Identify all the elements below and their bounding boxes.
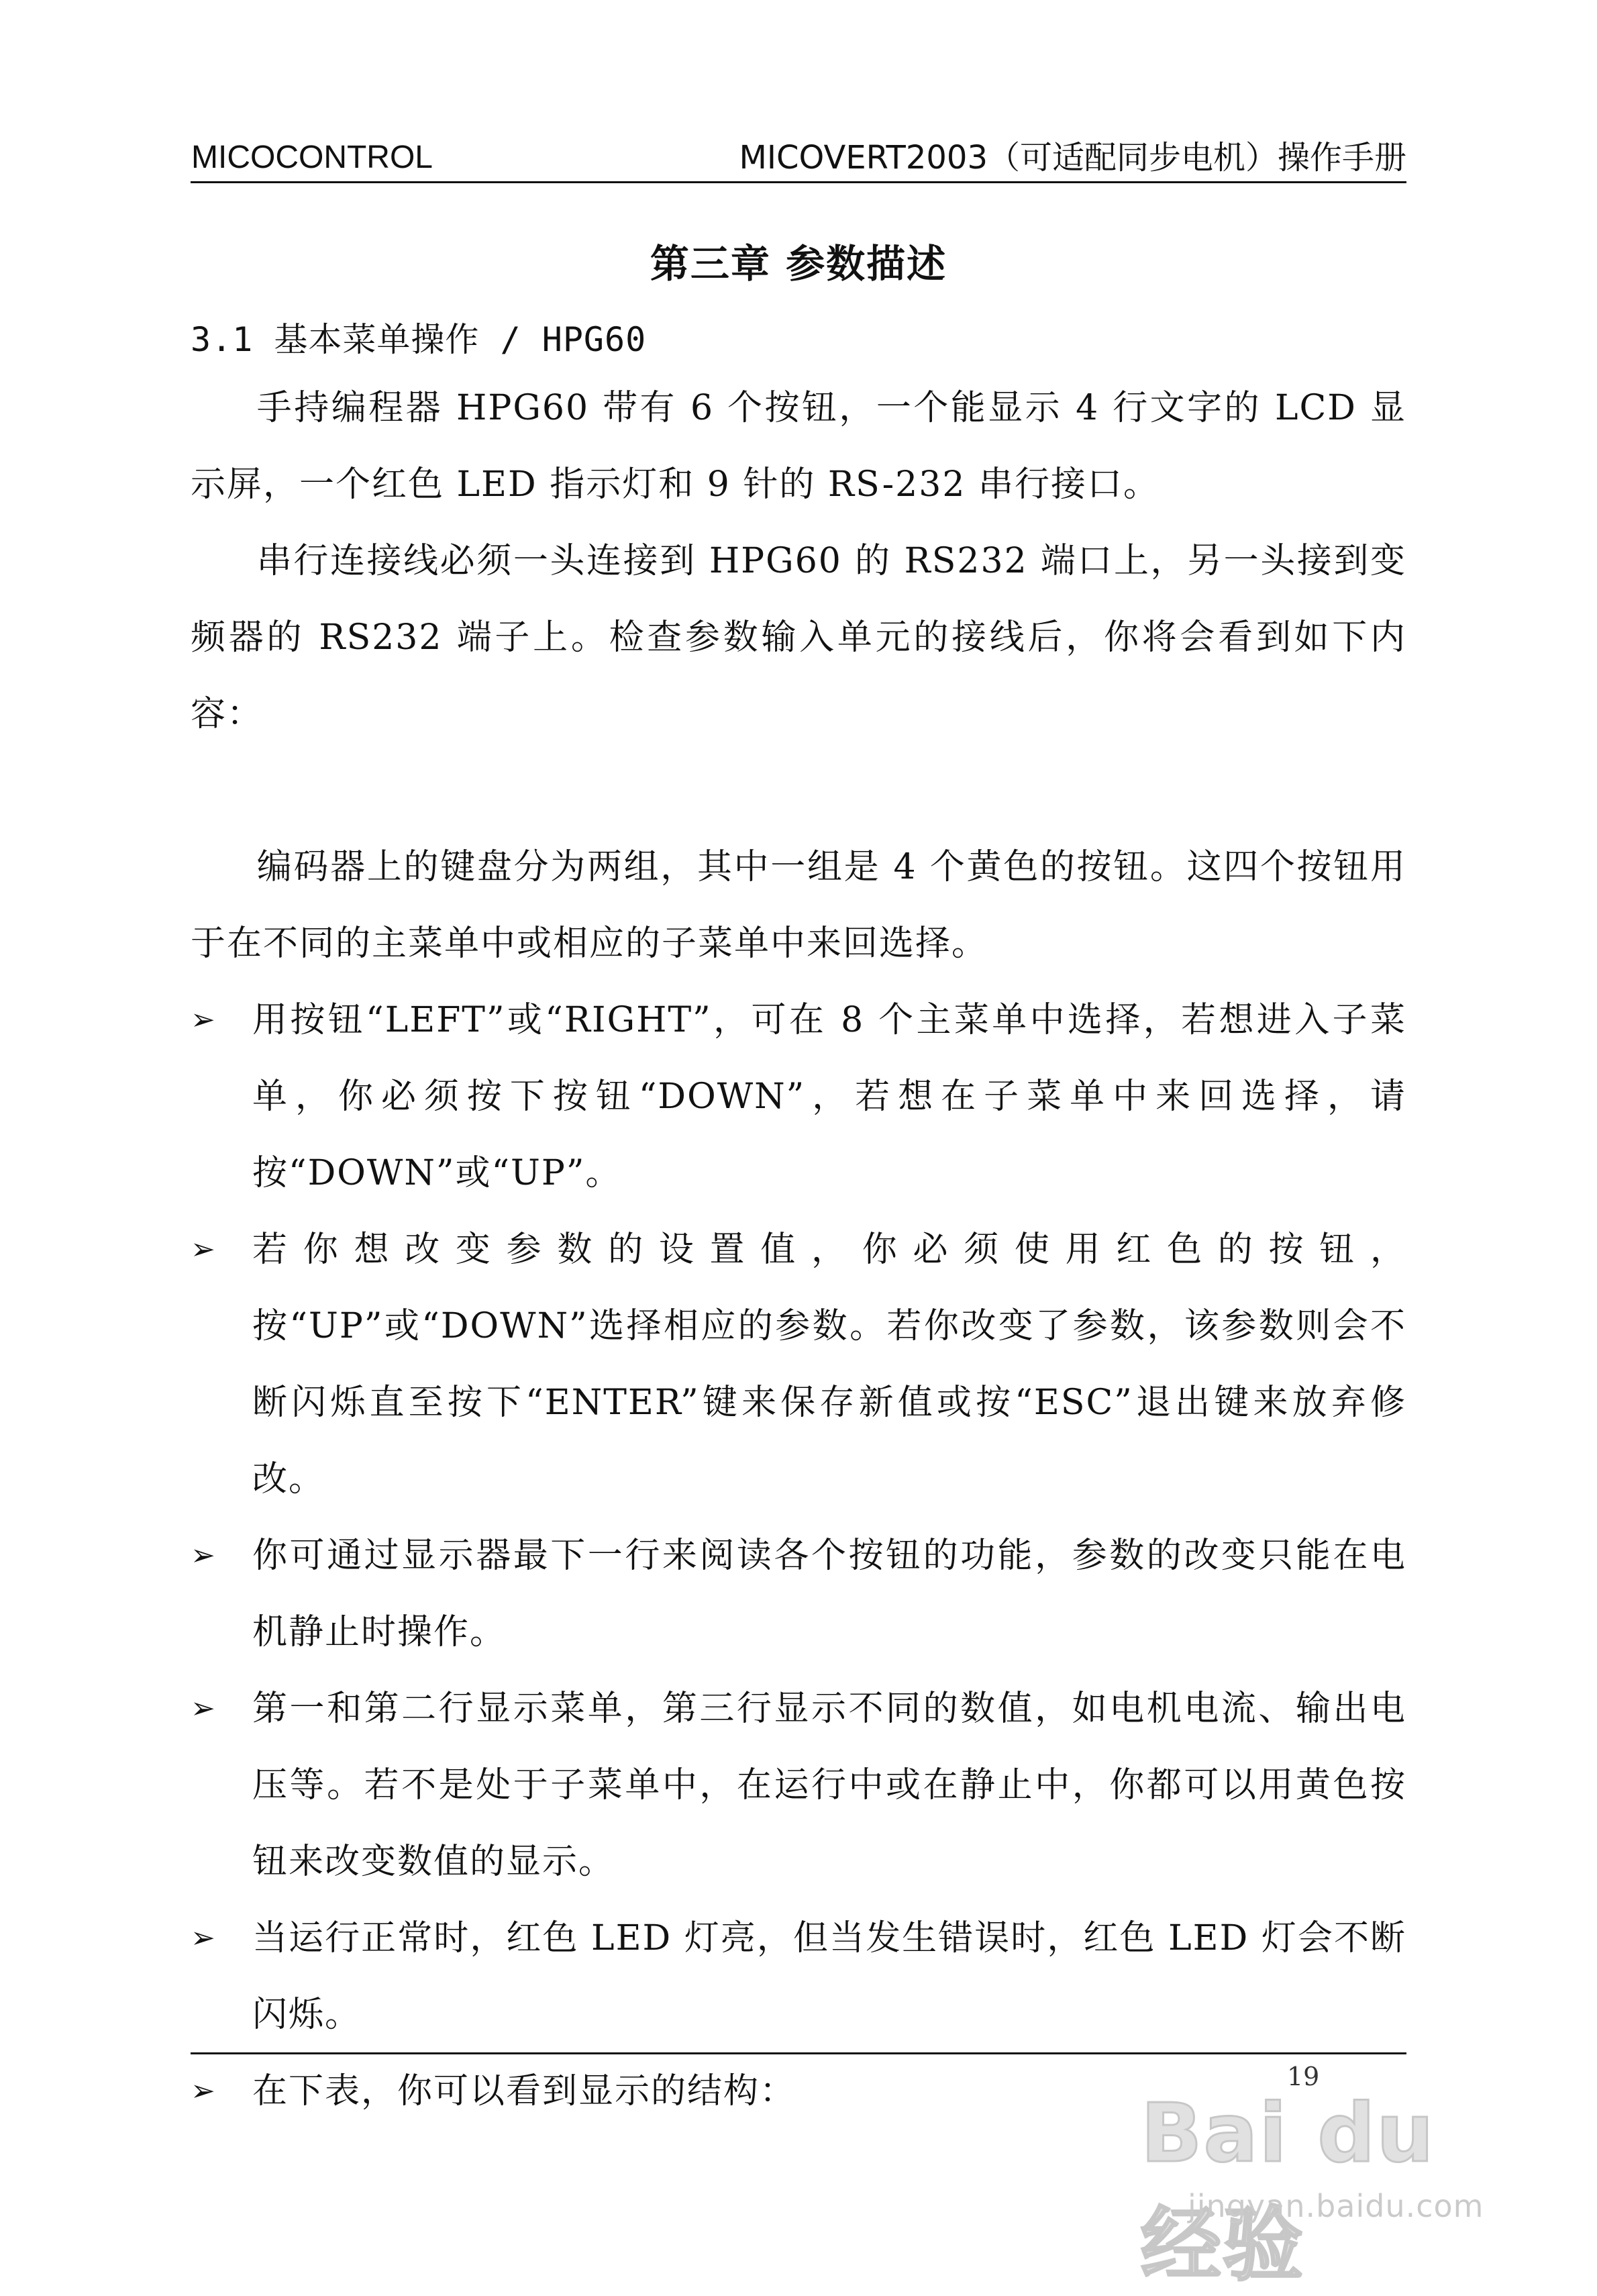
footer-rule xyxy=(191,2052,1406,2054)
paragraph-3: 编码器上的键盘分为两组，其中一组是 4 个黄色的按钮。这四个按钮用于在不同的主菜单中或相应的子菜单中来回选择。 xyxy=(191,847,1406,964)
arrow-bullet-icon: ➢ xyxy=(191,1691,217,1726)
list-item xyxy=(191,1211,1406,1517)
page-number: 19 xyxy=(1287,2062,1320,2091)
header-left-text: MICOCONTROL xyxy=(191,140,433,175)
header-rule xyxy=(191,181,1406,183)
paragraph-2: 串行连接线必须一头连接到 HPG60 的 RS232 端口上，另一头接到变频器的 RS232 端子上。检查参数输入单元的接线后，你将会看到如下内容： xyxy=(191,541,1406,734)
bullet-text: 第一和第二行显示菜单，第三行显示不同的数值，如电机电流、输出电压等。若不是处于子菜单中，在运行中或在静止中，你都可以用黄色按钮来改变数值的显示。 xyxy=(252,1689,1406,1882)
page-body xyxy=(191,232,1406,2130)
list-item xyxy=(191,1900,1406,2053)
bullet-text: 用按钮“LEFT”或“RIGHT”，可在 8 个主菜单中选择，若想进入子菜单，你必须按下按钮“DOWN”，若想在子菜单中来回选择，请按“DOWN”或“UP”。 xyxy=(252,1000,1406,1193)
section-title: 3.1 基本菜单操作 / HPG60 xyxy=(191,320,647,359)
header-right-text: MICOVERT2003（可适配同步电机）操作手册 xyxy=(739,139,1406,177)
arrow-bullet-icon: ➢ xyxy=(191,1538,217,1573)
watermark-logo-text: Bai du 经验 xyxy=(1141,2087,1435,2292)
chapter-title: 第三章 参数描述 xyxy=(650,241,947,287)
watermark-url: jingyan.baidu.com xyxy=(1188,2188,1484,2224)
list-item xyxy=(191,1670,1406,1900)
bullet-text: 你可通过显示器最下一行来阅读各个按钮的功能，参数的改变只能在电机静止时操作。 xyxy=(252,1536,1406,1652)
bullet-text: 在下表，你可以看到显示的结构： xyxy=(252,2071,796,2111)
list-item xyxy=(191,1517,1406,1670)
list-item xyxy=(191,982,1406,1211)
bullet-list xyxy=(191,982,1406,2130)
arrow-bullet-icon: ➢ xyxy=(191,1921,217,1955)
bullet-text: 当运行正常时，红色 LED 灯亮，但当发生错误时，红色 LED 灯会不断闪烁。 xyxy=(252,1918,1406,2035)
arrow-bullet-icon: ➢ xyxy=(191,2074,217,2108)
arrow-bullet-icon: ➢ xyxy=(191,1003,217,1037)
baidu-jingyan-watermark xyxy=(1141,2087,1543,2292)
bullet-text: 若你想改变参数的设置值，你必须使用红色的按钮，按“UP”或“DOWN”选择相应的参数。若你改变了参数，该参数则会不断闪烁直至按下“ENTER”键来保存新值或按“ESC”退出键来放弃修改。 xyxy=(252,1230,1406,1499)
arrow-bullet-icon: ➢ xyxy=(191,1232,217,1266)
paragraph-1: 手持编程器 HPG60 带有 6 个按钮，一个能显示 4 行文字的 LCD 显示屏，一个红色 LED 指示灯和 9 针的 RS-232 串行接口。 xyxy=(191,388,1406,505)
blank-gap xyxy=(191,752,1406,829)
